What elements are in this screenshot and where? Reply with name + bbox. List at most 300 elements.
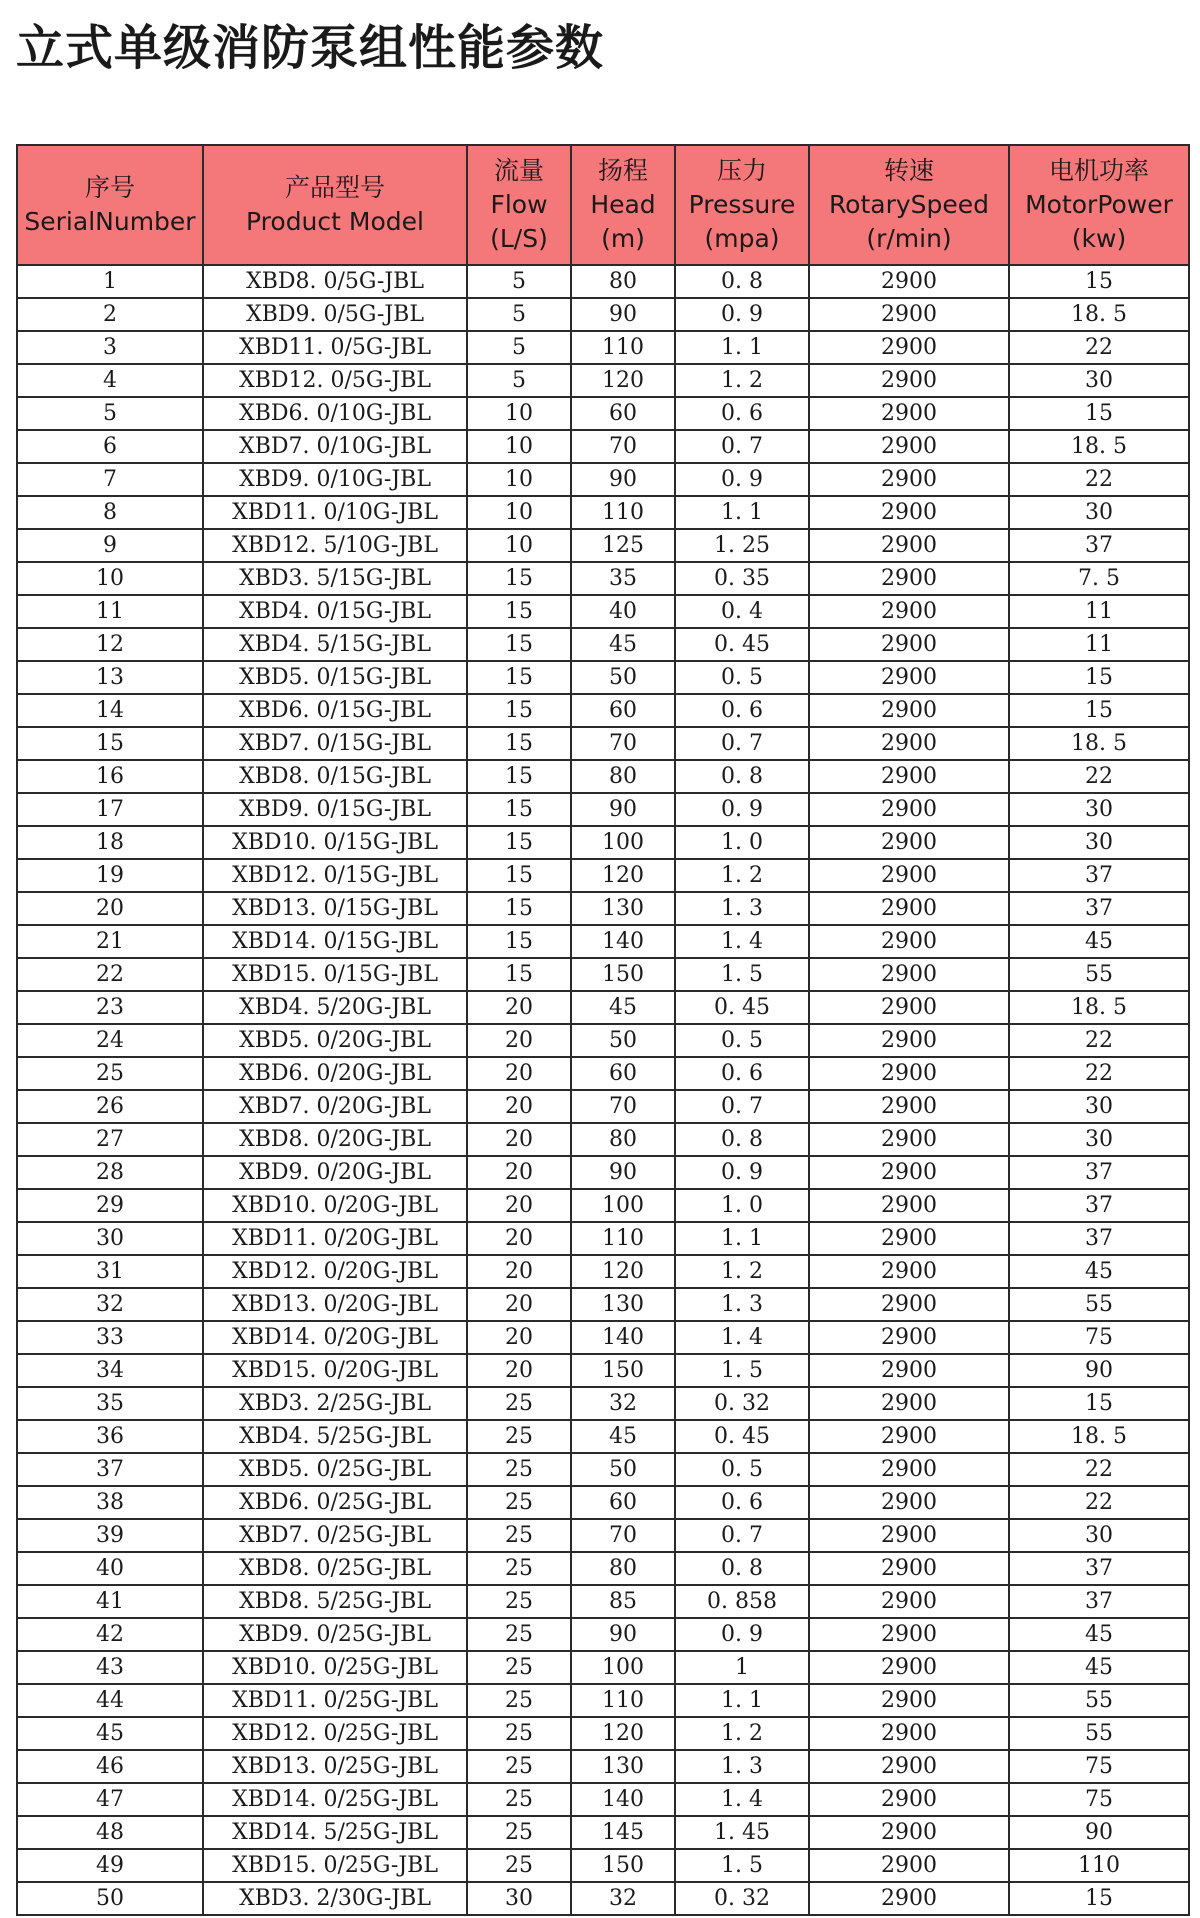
- cell-rotary-speed: 2900: [809, 298, 1009, 331]
- cell-motor-power: 11: [1009, 628, 1189, 661]
- table-row: [17, 463, 1189, 496]
- table-row: [17, 991, 1189, 1024]
- cell-product-model: XBD15. 0/20G-JBL: [203, 1354, 467, 1387]
- table-row: [17, 1816, 1189, 1849]
- cell-head: 150: [571, 1354, 675, 1387]
- cell-rotary-speed: 2900: [809, 1288, 1009, 1321]
- cell-flow: 20: [467, 1156, 571, 1189]
- cell-flow: 15: [467, 694, 571, 727]
- header-motor-power: [1009, 145, 1189, 265]
- cell-product-model: XBD11. 0/20G-JBL: [203, 1222, 467, 1255]
- cell-pressure: 1. 0: [675, 1189, 809, 1222]
- cell-product-model: XBD7. 0/15G-JBL: [203, 727, 467, 760]
- header-serial-number: [17, 145, 203, 265]
- header-label-en: Head: [590, 190, 656, 219]
- cell-flow: 25: [467, 1717, 571, 1750]
- cell-head: 125: [571, 529, 675, 562]
- table-row: [17, 1684, 1189, 1717]
- cell-flow: 25: [467, 1816, 571, 1849]
- cell-rotary-speed: 2900: [809, 1453, 1009, 1486]
- table-row: [17, 793, 1189, 826]
- cell-head: 45: [571, 628, 675, 661]
- cell-head: 120: [571, 859, 675, 892]
- cell-head: 50: [571, 661, 675, 694]
- cell-head: 45: [571, 991, 675, 1024]
- cell-pressure: 1. 3: [675, 1288, 809, 1321]
- cell-serial-number: 12: [17, 628, 203, 661]
- cell-motor-power: 22: [1009, 1486, 1189, 1519]
- cell-rotary-speed: 2900: [809, 364, 1009, 397]
- cell-pressure: 1. 1: [675, 496, 809, 529]
- cell-product-model: XBD11. 0/25G-JBL: [203, 1684, 467, 1717]
- cell-rotary-speed: 2900: [809, 760, 1009, 793]
- cell-motor-power: 37: [1009, 1585, 1189, 1618]
- cell-product-model: XBD15. 0/15G-JBL: [203, 958, 467, 991]
- cell-flow: 15: [467, 793, 571, 826]
- cell-motor-power: 75: [1009, 1750, 1189, 1783]
- cell-motor-power: 45: [1009, 925, 1189, 958]
- header-label-zh: 电机功率: [1048, 156, 1149, 185]
- cell-serial-number: 43: [17, 1651, 203, 1684]
- cell-product-model: XBD10. 0/15G-JBL: [203, 826, 467, 859]
- cell-flow: 20: [467, 1189, 571, 1222]
- cell-motor-power: 22: [1009, 463, 1189, 496]
- cell-flow: 10: [467, 529, 571, 562]
- cell-motor-power: 37: [1009, 892, 1189, 925]
- cell-flow: 20: [467, 1288, 571, 1321]
- cell-pressure: 1. 1: [675, 1684, 809, 1717]
- cell-rotary-speed: 2900: [809, 1684, 1009, 1717]
- cell-product-model: XBD12. 5/10G-JBL: [203, 529, 467, 562]
- cell-serial-number: 20: [17, 892, 203, 925]
- cell-flow: 20: [467, 1057, 571, 1090]
- table-row: [17, 1090, 1189, 1123]
- cell-head: 90: [571, 1156, 675, 1189]
- cell-pressure: 0. 5: [675, 1453, 809, 1486]
- cell-product-model: XBD8. 5/25G-JBL: [203, 1585, 467, 1618]
- cell-head: 60: [571, 397, 675, 430]
- cell-product-model: XBD6. 0/15G-JBL: [203, 694, 467, 727]
- table-row: [17, 1882, 1189, 1915]
- header-label-en: Product Model: [246, 207, 424, 236]
- cell-product-model: XBD13. 0/25G-JBL: [203, 1750, 467, 1783]
- cell-flow: 20: [467, 1354, 571, 1387]
- cell-flow: 25: [467, 1486, 571, 1519]
- table-row: [17, 892, 1189, 925]
- table-row: [17, 430, 1189, 463]
- cell-head: 120: [571, 1255, 675, 1288]
- cell-flow: 25: [467, 1651, 571, 1684]
- cell-motor-power: 30: [1009, 1123, 1189, 1156]
- table-row: [17, 1255, 1189, 1288]
- cell-flow: 20: [467, 1090, 571, 1123]
- cell-serial-number: 40: [17, 1552, 203, 1585]
- table-row: [17, 1552, 1189, 1585]
- cell-product-model: XBD14. 5/25G-JBL: [203, 1816, 467, 1849]
- cell-head: 90: [571, 463, 675, 496]
- table-row: [17, 694, 1189, 727]
- cell-pressure: 0. 6: [675, 1486, 809, 1519]
- cell-motor-power: 22: [1009, 760, 1189, 793]
- cell-product-model: XBD14. 0/20G-JBL: [203, 1321, 467, 1354]
- cell-motor-power: 45: [1009, 1618, 1189, 1651]
- cell-motor-power: 22: [1009, 1024, 1189, 1057]
- cell-product-model: XBD5. 0/25G-JBL: [203, 1453, 467, 1486]
- cell-product-model: XBD8. 0/5G-JBL: [203, 265, 467, 298]
- cell-rotary-speed: 2900: [809, 1090, 1009, 1123]
- cell-rotary-speed: 2900: [809, 496, 1009, 529]
- cell-flow: 20: [467, 1255, 571, 1288]
- cell-rotary-speed: 2900: [809, 859, 1009, 892]
- cell-pressure: 1. 3: [675, 892, 809, 925]
- cell-pressure: 0. 9: [675, 1618, 809, 1651]
- cell-serial-number: 19: [17, 859, 203, 892]
- cell-rotary-speed: 2900: [809, 958, 1009, 991]
- cell-motor-power: 30: [1009, 364, 1189, 397]
- cell-flow: 5: [467, 265, 571, 298]
- cell-serial-number: 32: [17, 1288, 203, 1321]
- cell-head: 140: [571, 925, 675, 958]
- cell-rotary-speed: 2900: [809, 1750, 1009, 1783]
- table-row: [17, 1387, 1189, 1420]
- cell-head: 80: [571, 1552, 675, 1585]
- cell-motor-power: 55: [1009, 1288, 1189, 1321]
- cell-serial-number: 21: [17, 925, 203, 958]
- cell-rotary-speed: 2900: [809, 892, 1009, 925]
- cell-head: 130: [571, 892, 675, 925]
- cell-motor-power: 45: [1009, 1255, 1189, 1288]
- cell-motor-power: 18. 5: [1009, 430, 1189, 463]
- cell-head: 120: [571, 1717, 675, 1750]
- cell-pressure: 0. 9: [675, 463, 809, 496]
- cell-head: 80: [571, 265, 675, 298]
- table-row: [17, 859, 1189, 892]
- cell-motor-power: 30: [1009, 1519, 1189, 1552]
- cell-rotary-speed: 2900: [809, 1585, 1009, 1618]
- table-row: [17, 1453, 1189, 1486]
- cell-head: 40: [571, 595, 675, 628]
- cell-motor-power: 30: [1009, 793, 1189, 826]
- cell-head: 60: [571, 1486, 675, 1519]
- cell-rotary-speed: 2900: [809, 1387, 1009, 1420]
- cell-head: 50: [571, 1453, 675, 1486]
- table-row: [17, 727, 1189, 760]
- header-label-zh: 产品型号: [284, 173, 385, 202]
- header-label-zh: 序号: [84, 173, 135, 202]
- cell-pressure: 0. 32: [675, 1387, 809, 1420]
- table-row: [17, 331, 1189, 364]
- cell-serial-number: 47: [17, 1783, 203, 1816]
- cell-product-model: XBD7. 0/10G-JBL: [203, 430, 467, 463]
- cell-rotary-speed: 2900: [809, 1849, 1009, 1882]
- cell-head: 45: [571, 1420, 675, 1453]
- cell-head: 130: [571, 1750, 675, 1783]
- cell-flow: 25: [467, 1684, 571, 1717]
- cell-flow: 15: [467, 628, 571, 661]
- cell-flow: 15: [467, 859, 571, 892]
- cell-motor-power: 75: [1009, 1321, 1189, 1354]
- cell-motor-power: 15: [1009, 661, 1189, 694]
- cell-head: 80: [571, 1123, 675, 1156]
- cell-serial-number: 50: [17, 1882, 203, 1915]
- cell-pressure: 1. 5: [675, 1849, 809, 1882]
- cell-rotary-speed: 2900: [809, 1651, 1009, 1684]
- page-title: 立式单级消防泵组性能参数: [16, 20, 605, 76]
- cell-serial-number: 10: [17, 562, 203, 595]
- cell-serial-number: 42: [17, 1618, 203, 1651]
- cell-motor-power: 37: [1009, 529, 1189, 562]
- cell-motor-power: 30: [1009, 826, 1189, 859]
- cell-head: 60: [571, 694, 675, 727]
- cell-head: 100: [571, 826, 675, 859]
- cell-serial-number: 38: [17, 1486, 203, 1519]
- cell-motor-power: 90: [1009, 1354, 1189, 1387]
- cell-flow: 25: [467, 1453, 571, 1486]
- cell-product-model: XBD6. 0/10G-JBL: [203, 397, 467, 430]
- cell-pressure: 0. 45: [675, 991, 809, 1024]
- cell-motor-power: 55: [1009, 1684, 1189, 1717]
- cell-rotary-speed: 2900: [809, 661, 1009, 694]
- cell-serial-number: 1: [17, 265, 203, 298]
- cell-rotary-speed: 2900: [809, 331, 1009, 364]
- header-flow: [467, 145, 571, 265]
- cell-head: 60: [571, 1057, 675, 1090]
- cell-motor-power: 18. 5: [1009, 1420, 1189, 1453]
- cell-flow: 15: [467, 892, 571, 925]
- cell-serial-number: 24: [17, 1024, 203, 1057]
- cell-product-model: XBD13. 0/20G-JBL: [203, 1288, 467, 1321]
- table-row: [17, 1354, 1189, 1387]
- cell-pressure: 0. 6: [675, 397, 809, 430]
- cell-head: 110: [571, 496, 675, 529]
- cell-pressure: 1. 25: [675, 529, 809, 562]
- cell-flow: 15: [467, 760, 571, 793]
- header-label-zh: 压力: [716, 156, 767, 185]
- cell-product-model: XBD12. 0/25G-JBL: [203, 1717, 467, 1750]
- cell-rotary-speed: 2900: [809, 562, 1009, 595]
- cell-flow: 20: [467, 1321, 571, 1354]
- table-row: [17, 1585, 1189, 1618]
- cell-serial-number: 39: [17, 1519, 203, 1552]
- table-row: [17, 1519, 1189, 1552]
- table-row: [17, 562, 1189, 595]
- cell-product-model: XBD9. 0/15G-JBL: [203, 793, 467, 826]
- cell-rotary-speed: 2900: [809, 1222, 1009, 1255]
- header-unit: (L/S): [490, 224, 548, 253]
- cell-product-model: XBD11. 0/10G-JBL: [203, 496, 467, 529]
- cell-head: 100: [571, 1189, 675, 1222]
- cell-motor-power: 110: [1009, 1849, 1189, 1882]
- cell-flow: 15: [467, 562, 571, 595]
- cell-motor-power: 30: [1009, 496, 1189, 529]
- header-unit: (kw): [1071, 224, 1127, 253]
- cell-motor-power: 37: [1009, 1156, 1189, 1189]
- performance-table: [16, 144, 1190, 1916]
- table-row: [17, 1717, 1189, 1750]
- cell-serial-number: 22: [17, 958, 203, 991]
- cell-product-model: XBD9. 0/20G-JBL: [203, 1156, 467, 1189]
- cell-head: 85: [571, 1585, 675, 1618]
- table-row: [17, 298, 1189, 331]
- header-pressure: [675, 145, 809, 265]
- cell-serial-number: 30: [17, 1222, 203, 1255]
- cell-product-model: XBD9. 0/5G-JBL: [203, 298, 467, 331]
- cell-serial-number: 35: [17, 1387, 203, 1420]
- table-row: [17, 1024, 1189, 1057]
- cell-head: 50: [571, 1024, 675, 1057]
- table-row: [17, 595, 1189, 628]
- cell-motor-power: 18. 5: [1009, 298, 1189, 331]
- cell-serial-number: 15: [17, 727, 203, 760]
- cell-product-model: XBD7. 0/25G-JBL: [203, 1519, 467, 1552]
- cell-rotary-speed: 2900: [809, 430, 1009, 463]
- header-product-model: [203, 145, 467, 265]
- cell-flow: 10: [467, 463, 571, 496]
- cell-rotary-speed: 2900: [809, 397, 1009, 430]
- cell-product-model: XBD3. 2/25G-JBL: [203, 1387, 467, 1420]
- cell-rotary-speed: 2900: [809, 1816, 1009, 1849]
- cell-pressure: 0. 8: [675, 1552, 809, 1585]
- header-unit: (m): [601, 224, 645, 253]
- cell-flow: 15: [467, 925, 571, 958]
- cell-rotary-speed: 2900: [809, 1321, 1009, 1354]
- cell-motor-power: 22: [1009, 1057, 1189, 1090]
- table-row: [17, 397, 1189, 430]
- cell-pressure: 0. 32: [675, 1882, 809, 1915]
- cell-product-model: XBD3. 5/15G-JBL: [203, 562, 467, 595]
- cell-rotary-speed: 2900: [809, 1552, 1009, 1585]
- cell-serial-number: 28: [17, 1156, 203, 1189]
- header-label-en: Pressure: [688, 190, 796, 219]
- cell-serial-number: 18: [17, 826, 203, 859]
- cell-head: 80: [571, 760, 675, 793]
- table-row: [17, 1486, 1189, 1519]
- cell-pressure: 0. 8: [675, 760, 809, 793]
- cell-serial-number: 7: [17, 463, 203, 496]
- cell-serial-number: 9: [17, 529, 203, 562]
- cell-rotary-speed: 2900: [809, 793, 1009, 826]
- table-row: [17, 826, 1189, 859]
- cell-serial-number: 2: [17, 298, 203, 331]
- cell-serial-number: 13: [17, 661, 203, 694]
- table-row: [17, 1783, 1189, 1816]
- cell-head: 100: [571, 1651, 675, 1684]
- cell-product-model: XBD10. 0/20G-JBL: [203, 1189, 467, 1222]
- cell-head: 145: [571, 1816, 675, 1849]
- cell-rotary-speed: 2900: [809, 1618, 1009, 1651]
- cell-rotary-speed: 2900: [809, 529, 1009, 562]
- cell-serial-number: 37: [17, 1453, 203, 1486]
- cell-rotary-speed: 2900: [809, 1123, 1009, 1156]
- table-row: [17, 1651, 1189, 1684]
- cell-rotary-speed: 2900: [809, 1354, 1009, 1387]
- cell-product-model: XBD8. 0/20G-JBL: [203, 1123, 467, 1156]
- cell-rotary-speed: 2900: [809, 595, 1009, 628]
- cell-rotary-speed: 2900: [809, 265, 1009, 298]
- table-row: [17, 1750, 1189, 1783]
- cell-motor-power: 75: [1009, 1783, 1189, 1816]
- cell-product-model: XBD4. 5/15G-JBL: [203, 628, 467, 661]
- cell-rotary-speed: 2900: [809, 1057, 1009, 1090]
- cell-product-model: XBD11. 0/5G-JBL: [203, 331, 467, 364]
- cell-motor-power: 7. 5: [1009, 562, 1189, 595]
- cell-rotary-speed: 2900: [809, 826, 1009, 859]
- cell-pressure: 0. 4: [675, 595, 809, 628]
- table-row: [17, 661, 1189, 694]
- cell-head: 120: [571, 364, 675, 397]
- cell-flow: 25: [467, 1552, 571, 1585]
- cell-serial-number: 34: [17, 1354, 203, 1387]
- cell-flow: 5: [467, 298, 571, 331]
- cell-motor-power: 30: [1009, 1090, 1189, 1123]
- cell-flow: 25: [467, 1618, 571, 1651]
- cell-serial-number: 17: [17, 793, 203, 826]
- cell-head: 90: [571, 298, 675, 331]
- cell-flow: 20: [467, 1024, 571, 1057]
- cell-pressure: 1. 3: [675, 1750, 809, 1783]
- cell-flow: 25: [467, 1519, 571, 1552]
- cell-product-model: XBD4. 0/15G-JBL: [203, 595, 467, 628]
- cell-rotary-speed: 2900: [809, 1486, 1009, 1519]
- cell-pressure: 1. 2: [675, 1717, 809, 1750]
- cell-rotary-speed: 2900: [809, 1255, 1009, 1288]
- table-row: [17, 760, 1189, 793]
- cell-rotary-speed: 2900: [809, 1717, 1009, 1750]
- cell-flow: 15: [467, 727, 571, 760]
- cell-product-model: XBD12. 0/5G-JBL: [203, 364, 467, 397]
- cell-serial-number: 26: [17, 1090, 203, 1123]
- cell-flow: 15: [467, 661, 571, 694]
- cell-pressure: 0. 7: [675, 727, 809, 760]
- table-row: [17, 529, 1189, 562]
- header-label-en: Flow: [490, 190, 548, 219]
- cell-serial-number: 41: [17, 1585, 203, 1618]
- cell-rotary-speed: 2900: [809, 925, 1009, 958]
- cell-product-model: XBD6. 0/20G-JBL: [203, 1057, 467, 1090]
- cell-motor-power: 15: [1009, 265, 1189, 298]
- cell-rotary-speed: 2900: [809, 1783, 1009, 1816]
- cell-product-model: XBD12. 0/20G-JBL: [203, 1255, 467, 1288]
- cell-flow: 15: [467, 595, 571, 628]
- cell-rotary-speed: 2900: [809, 694, 1009, 727]
- cell-head: 35: [571, 562, 675, 595]
- cell-serial-number: 25: [17, 1057, 203, 1090]
- cell-serial-number: 8: [17, 496, 203, 529]
- cell-product-model: XBD9. 0/10G-JBL: [203, 463, 467, 496]
- cell-pressure: 1. 5: [675, 958, 809, 991]
- cell-motor-power: 15: [1009, 397, 1189, 430]
- cell-serial-number: 6: [17, 430, 203, 463]
- cell-pressure: 1. 4: [675, 1783, 809, 1816]
- table-row: [17, 1057, 1189, 1090]
- cell-pressure: 1. 1: [675, 331, 809, 364]
- cell-motor-power: 22: [1009, 331, 1189, 364]
- cell-flow: 25: [467, 1849, 571, 1882]
- cell-rotary-speed: 2900: [809, 1156, 1009, 1189]
- cell-serial-number: 4: [17, 364, 203, 397]
- cell-motor-power: 18. 5: [1009, 991, 1189, 1024]
- cell-motor-power: 18. 5: [1009, 727, 1189, 760]
- cell-serial-number: 5: [17, 397, 203, 430]
- cell-product-model: XBD5. 0/15G-JBL: [203, 661, 467, 694]
- cell-pressure: 0. 5: [675, 1024, 809, 1057]
- table-row: [17, 925, 1189, 958]
- cell-serial-number: 44: [17, 1684, 203, 1717]
- cell-pressure: 0. 45: [675, 628, 809, 661]
- cell-flow: 5: [467, 331, 571, 364]
- cell-rotary-speed: 2900: [809, 1882, 1009, 1915]
- cell-serial-number: 14: [17, 694, 203, 727]
